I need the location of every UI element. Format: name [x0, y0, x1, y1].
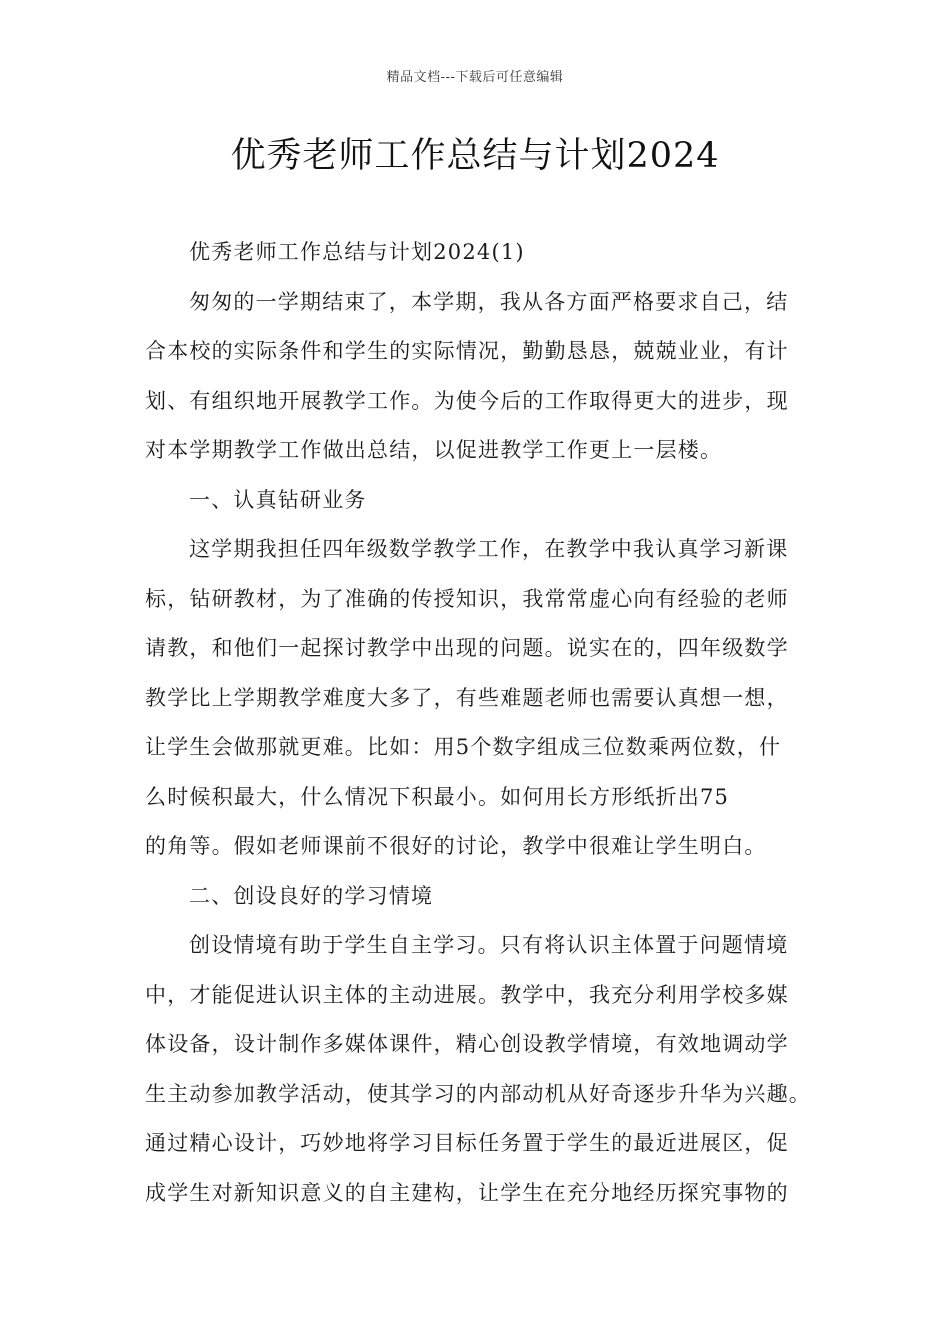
paragraph-line: 成学生对新知识意义的自主建构，让学生在充分地经历探究事物的	[145, 1180, 789, 1205]
document-title: 优秀老师工作总结与计划2024	[230, 136, 720, 176]
paragraph-line: 创设情境有助于学生自主学习。只有将认识主体置于问题情境	[189, 933, 789, 957]
paragraph-line: 么时候积最大，什么情况下积最小。如何用长方形纸折出75	[145, 784, 730, 809]
document-body	[145, 232, 825, 1222]
paragraph-line: 让学生会做那就更难。比如：用5个数字组成三位数乘两位数，什	[145, 735, 782, 759]
paragraph-line: 通过精心设计，巧妙地将学习目标任务置于学生的最近进展区，促	[145, 1131, 789, 1155]
paragraph-line: 中，才能促进认识主体的主动进展。教学中，我充分利用学校多媒	[145, 982, 789, 1007]
subtitle-line: 优秀老师工作总结与计划2024(1)	[189, 240, 525, 264]
section-heading: 二、创设良好的学习情境	[189, 883, 434, 908]
paragraph-line: 这学期我担任四年级数学教学工作，在教学中我认真学习新课	[189, 537, 789, 561]
paragraph-line: 请教，和他们一起探讨教学中出现的问题。说实在的，四年级数学	[145, 636, 789, 660]
paragraph-line: 匆匆的一学期结束了，本学期，我从各方面严格要求自己，结	[189, 289, 789, 314]
paragraph-line: 划、有组织地开展教学工作。为使今后的工作取得更大的进步，现	[145, 388, 789, 413]
paragraph-line: 标，钻研教材，为了准确的传授知识，我常常虚心向有经验的老师	[145, 586, 789, 611]
section-heading: 一、认真钻研业务	[189, 487, 367, 512]
page-header-note: 精品文档---下载后可任意编辑	[386, 70, 564, 85]
paragraph-line: 合本校的实际条件和学生的实际情况，勤勤恳恳，兢兢业业，有计	[145, 339, 789, 363]
paragraph-line: 对本学期教学工作做出总结，以促进教学工作更上一层楼。	[145, 438, 723, 462]
paragraph-line: 教学比上学期教学难度大多了，有些难题老师也需要认真想一想，	[145, 685, 789, 710]
paragraph-line: 体设备，设计制作多媒体课件，精心创设教学情境，有效地调动学	[145, 1032, 789, 1056]
paragraph-line: 生主动参加教学活动，使其学习的内部动机从好奇逐步升华为兴趣。	[145, 1081, 811, 1106]
paragraph-line: 的角等。假如老师课前不很好的讨论，教学中很难让学生明白。	[145, 834, 767, 858]
